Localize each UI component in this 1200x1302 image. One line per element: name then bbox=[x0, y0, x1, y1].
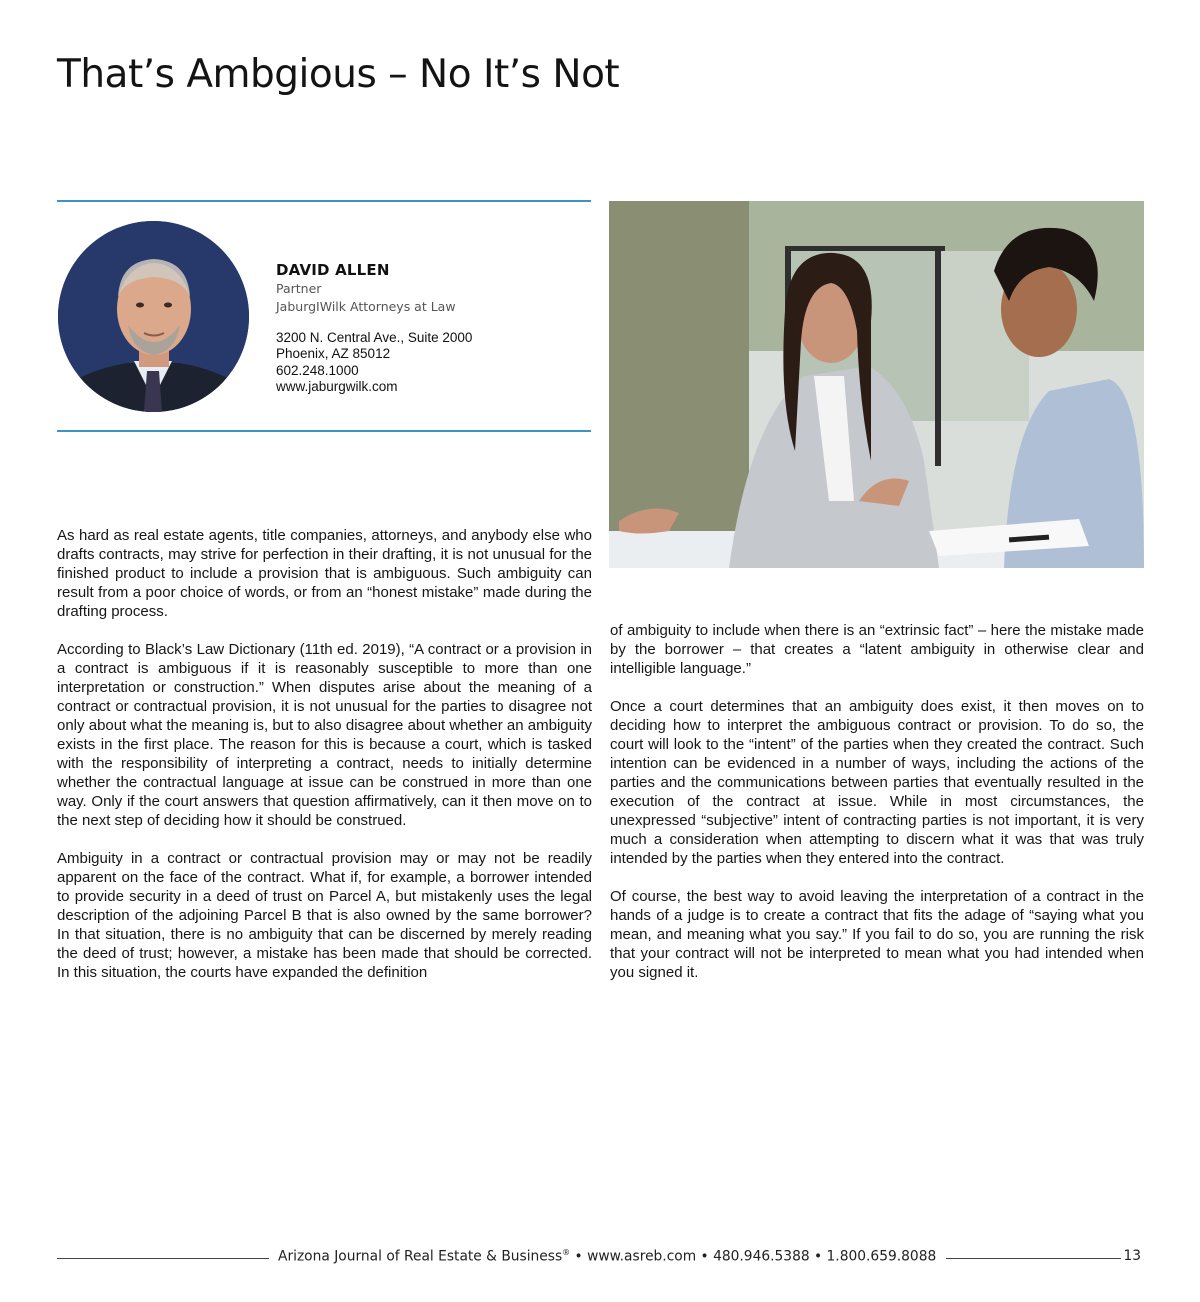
page-footer bbox=[57, 1247, 1141, 1269]
footer-rule-right bbox=[946, 1258, 1121, 1259]
author-info bbox=[276, 261, 586, 395]
page-number: 13 bbox=[1123, 1248, 1141, 1264]
body-paragraph: Of course, the best way to avoid leaving the interpretation of a contract in the hands of a judge is to create a contract that fits the adage of “saying what you mean, and meaning what you say.” If you fail to do so, you are running the risk that your contract will not be interpreted to mean what you had intended when you signed it. bbox=[610, 888, 1144, 981]
body-paragraph: As hard as real estate agents, title companies, attorneys, and anybody else who drafts contracts, may strive for perfection in their drafting, it is not unusual for the finished product to include a provision that is ambiguous. Such ambiguity can result from a poor choice of words, or from an “honest mistake” made during the drafting process. bbox=[57, 527, 592, 620]
author-contact bbox=[276, 330, 586, 395]
author-photo bbox=[58, 221, 249, 412]
author-firm: JaburgIWilk Attorneys at Law bbox=[276, 299, 456, 314]
feature-photo bbox=[609, 201, 1144, 568]
article-title: That’s Ambgious – No It’s Not bbox=[57, 52, 620, 97]
footer-publication-info bbox=[278, 1248, 936, 1265]
footer-publication: Arizona Journal of Real Estate & Business bbox=[278, 1248, 563, 1265]
author-website: www.jaburgwilk.com bbox=[276, 378, 398, 394]
address-line-1: 3200 N. Central Ave., Suite 2000 bbox=[276, 330, 473, 345]
author-phone: 602.248.1000 bbox=[276, 362, 359, 378]
address-line-2: Phoenix, AZ 85012 bbox=[276, 346, 391, 362]
body-paragraph: Ambiguity in a contract or contractual provision may or may not be readily apparent on the face of the contract. What if, for example, a borrower intended to provide security in a deed of trust on Parcel A, but mistakenly uses the legal description of the adjoining Parcel B that is also owned by the same borrower? In that situation, there is no ambiguity that can be discerned by merely reading the deed of trust; however, a mistake has been made that should be corrected. In this situation, the courts have expanded the definition bbox=[57, 850, 592, 981]
registered-mark: ® bbox=[562, 1248, 571, 1257]
body-paragraph: Once a court determines that an ambiguity does exist, it then moves on to deciding how to interpret the ambiguous contract or provision. To do so, the court will look to the “intent” of the parties when they created the contract. Such intention can be evidenced in a number of ways, including the actions of the parties and the communications between parties that eventually resulted in the execution of the contract at issue. While in most circumstances, the unexpressed “subjective” intent of contracting parties is not important, it is very much a consideration when attempting to discern what it was that was truly intended by the parties when they entered into the contract. bbox=[610, 698, 1144, 867]
body-paragraph: of ambiguity to include when there is an “extrinsic fact” – here the mistake made by the borrower – that creates a “latent ambiguity in otherwise clear and intelligible language.” bbox=[610, 622, 1144, 677]
article-column-right bbox=[610, 621, 1144, 1001]
author-name: DAVID ALLEN bbox=[276, 261, 390, 279]
author-box-bottom-rule bbox=[57, 430, 591, 432]
body-paragraph: According to Black’s Law Dictionary (11th ed. 2019), “A contract or a provision in a contract is ambiguous if it is reasonably susceptible to more than one interpretation or construction.” When disputes arise about the meaning of a contract or contractual provision, it is not unusual for the parties to disagree not only about what the meaning is, but to also disagree about whether an ambiguity exists in the first place. The reason for this is because a court, which is tasked with the responsibility of interpreting a contract, needs to initially determine whether the contractual language at issue can be construed in more than one way. Only if the court answers that question affirmatively, can it then move on to the next step of deciding how it should be construed. bbox=[57, 641, 592, 829]
author-role: Partner bbox=[276, 281, 322, 296]
footer-contacts: • www.asreb.com • 480.946.5388 • 1.800.659.8088 bbox=[570, 1248, 937, 1265]
footer-rule-left bbox=[57, 1258, 269, 1259]
author-box-top-rule bbox=[57, 200, 591, 202]
article-column-left bbox=[57, 526, 592, 1001]
